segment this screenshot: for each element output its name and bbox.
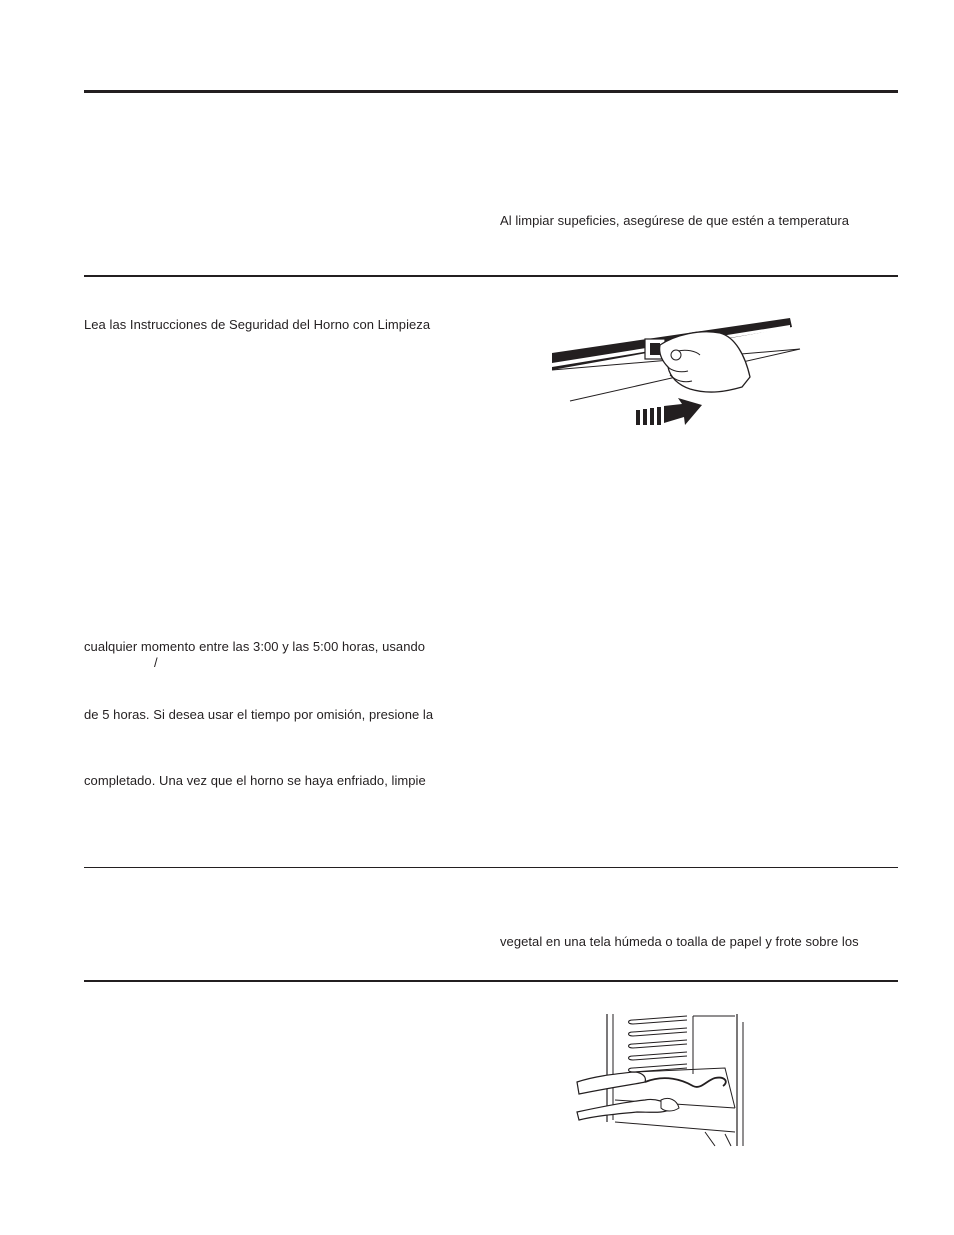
self-clean-text-3: de 5 horas. Si desea usar el tiempo por omisión, presione la <box>84 707 434 722</box>
self-clean-text-1: Lea las Instrucciones de Seguridad del Horno con Limpieza <box>84 317 431 332</box>
section-rule-3 <box>84 980 898 982</box>
oven-interior-cleaning-illustration <box>575 1012 755 1148</box>
top-rule <box>84 90 898 93</box>
vegetal-text: vegetal en una tela húmeda o toalla de papel y frote sobre los <box>500 934 859 949</box>
self-clean-slash: / <box>154 655 158 670</box>
self-clean-text-4: completado. Una vez que el horno se haya enfriado, limpie <box>84 773 426 788</box>
oven-door-latch-illustration <box>550 315 805 433</box>
surfaces-text: Al limpiar supeficies, asegúrese de que estén a temperatura <box>500 213 850 228</box>
section-rule-2 <box>84 867 898 868</box>
section-rule-1 <box>84 275 898 277</box>
self-clean-text-2: cualquier momento entre las 3:00 y las 5:00 horas, usando <box>84 639 426 654</box>
